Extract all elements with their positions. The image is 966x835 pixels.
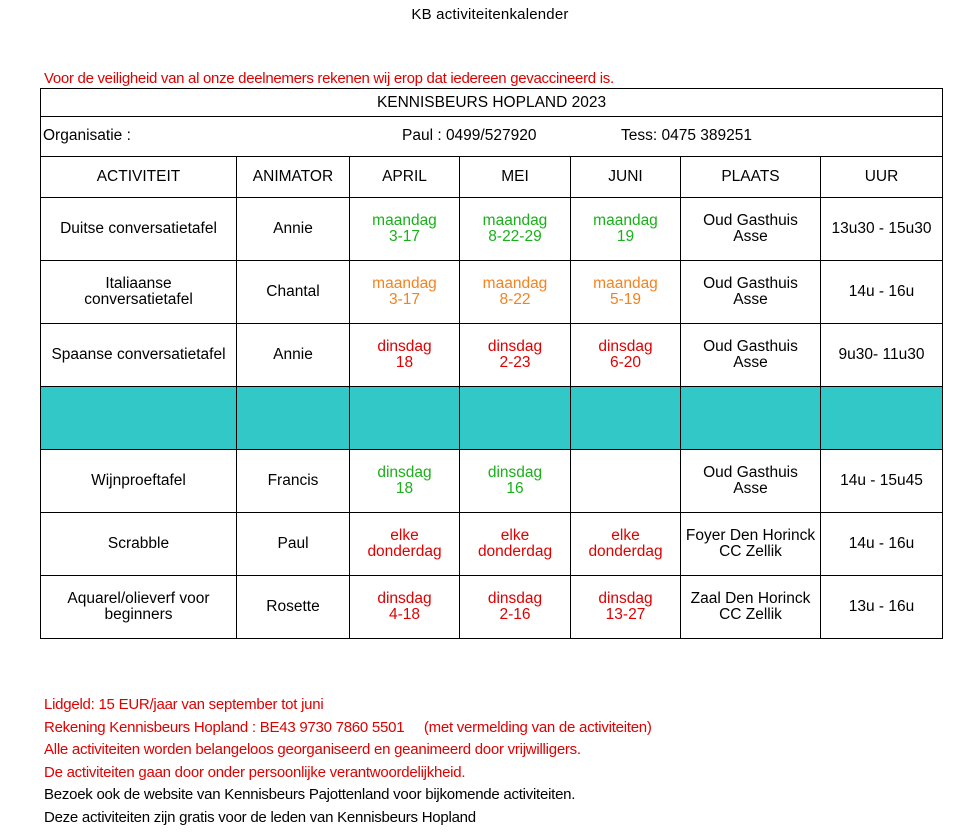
activity-line-1: Italiaanse xyxy=(105,275,172,292)
plaats-line-2: Asse xyxy=(733,291,768,308)
day-label: maandag xyxy=(593,275,658,292)
header-row xyxy=(41,157,943,198)
activity-cell xyxy=(41,576,237,639)
dates-label: 2-16 xyxy=(499,606,531,623)
day-label: dinsdag xyxy=(377,464,432,481)
dates-label: 19 xyxy=(616,228,635,245)
day-label: elke xyxy=(390,527,419,544)
day-label: elke xyxy=(500,527,530,544)
juni-cell xyxy=(571,198,681,261)
activity-line-1: Aquarel/olieverf voor xyxy=(67,590,210,607)
plaats-line-1: Oud Gasthuis xyxy=(703,212,798,229)
animator-cell: Annie xyxy=(237,324,350,387)
mei-cell xyxy=(460,198,571,261)
vaccination-notice: Voor de veiligheid van al onze deelnemers rekenen wij erop dat iedereen gevaccineerd is. xyxy=(44,70,614,87)
day-label: maandag xyxy=(482,275,548,292)
day-label: maandag xyxy=(372,275,437,292)
dates-label: 13-27 xyxy=(605,606,646,623)
juni-cell xyxy=(571,513,681,576)
uur-cell: 13u30 - 15u30 xyxy=(821,198,943,261)
plaats-cell xyxy=(681,198,821,261)
april-cell xyxy=(350,450,460,513)
dates-label: donderdag xyxy=(367,543,442,560)
dates-label: 8-22-29 xyxy=(488,228,542,245)
day-label: dinsdag xyxy=(377,338,432,355)
footer-verantwoordelijkheid: De activiteiten gaan door onder persoonlijke verantwoordelijkheid. xyxy=(44,763,466,781)
day-label: dinsdag xyxy=(598,590,653,607)
plaats-line-1: Oud Gasthuis xyxy=(703,464,798,481)
animator-cell: Rosette xyxy=(237,576,350,639)
table-title: KENNISBEURS HOPLAND 2023 xyxy=(41,89,943,117)
plaats-line-2: Asse xyxy=(733,354,768,371)
dates-label: donderdag xyxy=(588,543,663,560)
mei-cell xyxy=(460,450,571,513)
plaats-line-1: Oud Gasthuis xyxy=(703,338,798,355)
dates-label: 2-23 xyxy=(499,354,531,371)
animator-cell: Annie xyxy=(237,198,350,261)
activity-cell xyxy=(41,261,237,324)
plaats-cell xyxy=(681,576,821,639)
footer-lidgeld: Lidgeld: 15 EUR/jaar van september tot juni xyxy=(44,696,324,713)
footer-vrijwilligers: Alle activiteiten worden belangeloos georganiseerd en geanimeerd door vrijwilligers. xyxy=(44,741,581,758)
plaats-line-2: Asse xyxy=(733,228,768,245)
animator-cell: Francis xyxy=(237,450,350,513)
table-row xyxy=(41,324,943,387)
table-row xyxy=(41,450,943,513)
empty-cell xyxy=(350,387,460,450)
table-row xyxy=(41,261,943,324)
organisation-row xyxy=(41,117,943,157)
footer-notes xyxy=(44,694,652,829)
april-cell xyxy=(350,576,460,639)
day-label: maandag xyxy=(482,212,548,229)
animator-cell: Paul xyxy=(237,513,350,576)
activity-cell: Wijnproeftafel xyxy=(41,450,237,513)
dates-label: 18 xyxy=(395,354,414,371)
juni-cell xyxy=(571,450,681,513)
plaats-line-2: CC Zellik xyxy=(719,543,782,560)
header-plaats: PLAATS xyxy=(681,157,821,198)
empty-cell xyxy=(460,387,571,450)
plaats-line-1: Zaal Den Horinck xyxy=(690,590,811,607)
table-row xyxy=(41,576,943,639)
juni-cell xyxy=(571,261,681,324)
footer-website: Bezoek ook de website van Kennisbeurs Pajottenland voor bijkomende activiteiten. xyxy=(44,786,576,803)
day-label: dinsdag xyxy=(598,338,653,355)
april-cell xyxy=(350,198,460,261)
empty-cell xyxy=(681,387,821,450)
uur-cell: 14u - 16u xyxy=(821,261,943,324)
activity-cell: Duitse conversatietafel xyxy=(41,198,237,261)
mei-cell xyxy=(460,576,571,639)
org-label: Organisatie : xyxy=(43,127,131,144)
plaats-cell xyxy=(681,513,821,576)
activity-calendar-table xyxy=(40,88,943,639)
empty-cell xyxy=(41,387,237,450)
dates-label: 4-18 xyxy=(388,606,421,623)
dates-label: 3-17 xyxy=(388,228,421,245)
footer-gratis: Deze activiteiten zijn gratis voor de leden van Kennisbeurs Hopland xyxy=(44,808,476,826)
plaats-line-1: Oud Gasthuis xyxy=(703,275,798,292)
plaats-line-2: CC Zellik xyxy=(719,606,782,623)
plaats-line-2: Asse xyxy=(733,480,768,497)
table-row xyxy=(41,198,943,261)
april-cell xyxy=(350,261,460,324)
animator-cell: Chantal xyxy=(237,261,350,324)
empty-cell xyxy=(571,387,681,450)
uur-cell: 14u - 15u45 xyxy=(821,450,943,513)
document-title: KB activiteitenkalender xyxy=(411,6,569,23)
uur-cell: 14u - 16u xyxy=(821,513,943,576)
activity-line-2: beginners xyxy=(104,606,173,623)
contact-paul: Paul : 0499/527920 xyxy=(402,127,537,144)
activity-line-2: conversatietafel xyxy=(84,291,193,308)
plaats-line-1: Foyer Den Horinck xyxy=(685,527,816,544)
dates-label: 8-22 xyxy=(499,291,531,308)
footer-rekening: Rekening Kennisbeurs Hopland : BE43 9730 7860 5501 (met vermelding van de activiteiten) xyxy=(44,718,652,736)
empty-cell xyxy=(237,387,350,450)
mei-cell xyxy=(460,324,571,387)
mei-cell xyxy=(460,261,571,324)
dates-label: 18 xyxy=(395,480,414,497)
day-label: dinsdag xyxy=(487,464,543,481)
juni-cell xyxy=(571,576,681,639)
day-label: maandag xyxy=(593,212,658,229)
uur-cell: 9u30- 11u30 xyxy=(821,324,943,387)
day-label: maandag xyxy=(372,212,437,229)
separator-row xyxy=(41,387,943,450)
dates-label: donderdag xyxy=(477,543,553,560)
activity-cell: Spaanse conversatietafel xyxy=(41,324,237,387)
dates-label: 6-20 xyxy=(609,354,642,371)
april-cell xyxy=(350,324,460,387)
header-activity: ACTIVITEIT xyxy=(41,157,237,198)
dates-label: 5-19 xyxy=(609,291,642,308)
april-cell xyxy=(350,513,460,576)
header-uur: UUR xyxy=(821,157,943,198)
header-april: APRIL xyxy=(350,157,460,198)
empty-cell xyxy=(821,387,943,450)
day-label: dinsdag xyxy=(377,590,432,607)
header-juni: JUNI xyxy=(571,157,681,198)
table-row xyxy=(41,513,943,576)
activity-cell: Scrabble xyxy=(41,513,237,576)
day-label: dinsdag xyxy=(487,338,543,355)
mei-cell xyxy=(460,513,571,576)
dates-label: 16 xyxy=(506,480,524,497)
day-label: elke xyxy=(611,527,640,544)
juni-cell xyxy=(571,324,681,387)
plaats-cell xyxy=(681,450,821,513)
plaats-cell xyxy=(681,324,821,387)
plaats-cell xyxy=(681,261,821,324)
uur-cell: 13u - 16u xyxy=(821,576,943,639)
header-mei: MEI xyxy=(460,157,571,198)
header-animator: ANIMATOR xyxy=(237,157,350,198)
dates-label: 3-17 xyxy=(388,291,421,308)
day-label: dinsdag xyxy=(487,590,543,607)
contact-tess: Tess: 0475 389251 xyxy=(621,127,752,144)
